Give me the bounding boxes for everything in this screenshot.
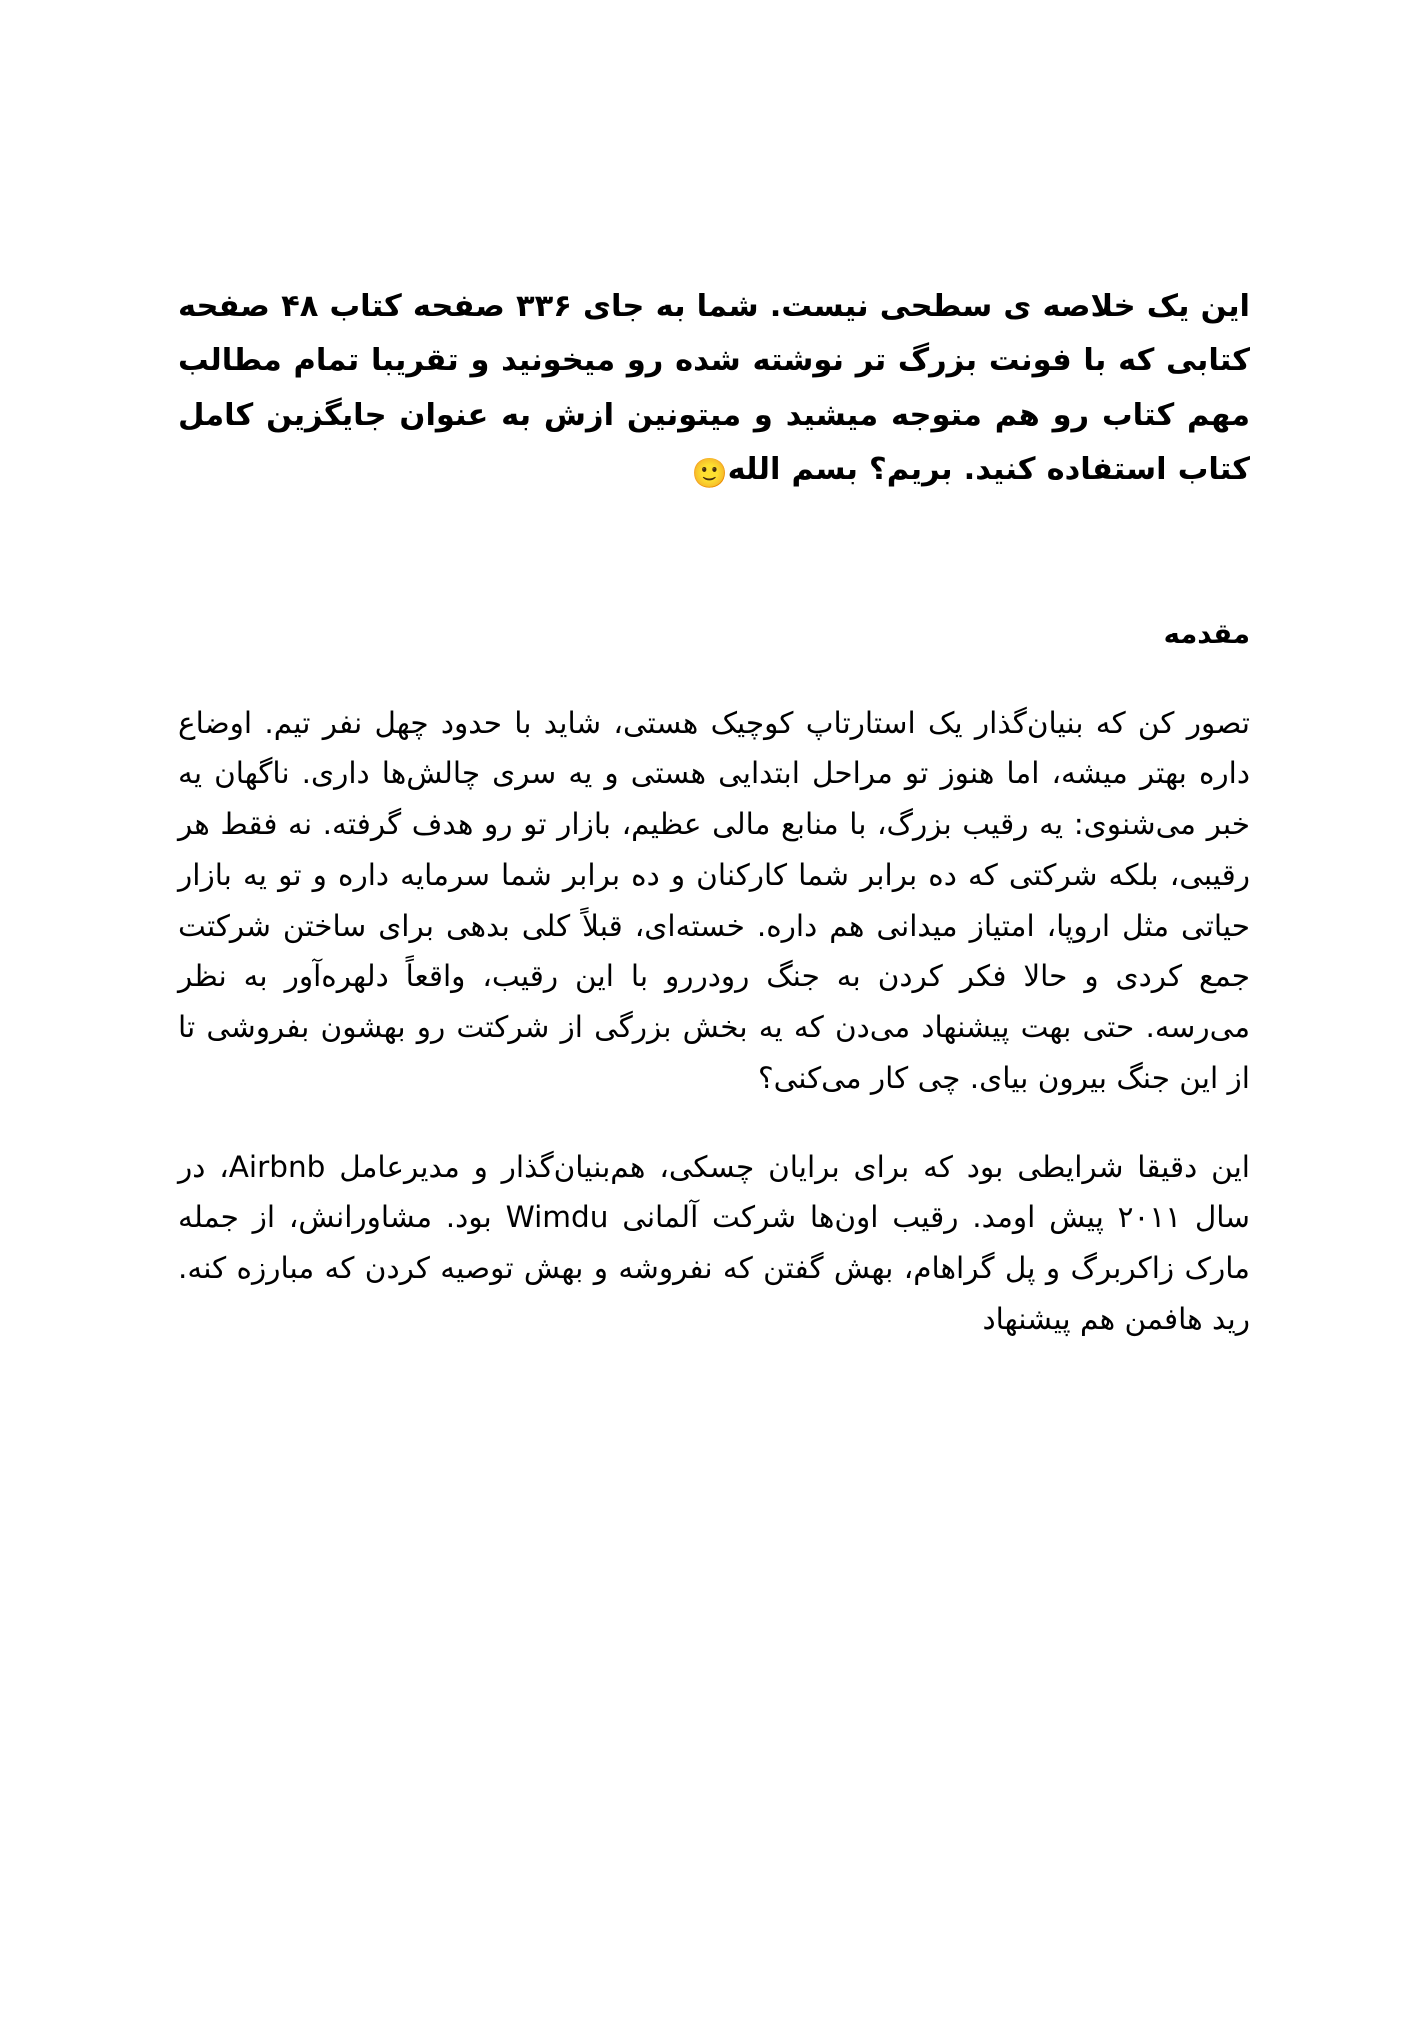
body-paragraph-2: این دقیقا شرایطی بود که برای برایان چسکی، هم‌بنیان‌گذار و مدیرعامل Airbnb، در سال ۲۰۱۱ پیش اومد. رقیب اون‌ها شرکت آلمانی Wimdu بود. مشاورانش، از جمله مارک زاکربرگ و پل گراهام، بهش گفتن که نفروشه و بهش توصیه کردن که مبارزه کنه. رید هافمن هم پیشنهاد bbox=[178, 1149, 1250, 1336]
intro-paragraph bbox=[178, 0, 1250, 497]
body-paragraph-1: تصور کن که بنیان‌گذار یک استارتاپ کوچیک هستی، شاید با حدود چهل نفر تیم. اوضاع داره بهتر میشه، اما هنوز تو مراحل ابتدایی هستی و یه سری چالش‌ها داری. ناگهان یه خبر می‌شنوی: یه رقیب بزرگ، با منابع مالی عظیم، بازار تو رو هدف گرفته. نه فقط هر رقیبی، بلکه شرکتی که ده برابر شما کارکنان و ده برابر شما سرمایه داره و تو یه بازار حیاتی مثل اروپا، امتیاز میدانی هم داره. خسته‌ای، قبلاً کلی بدهی برای ساختن شرکتت جمع کردی و حالا فکر کردن به جنگ رودررو با این رقیب، واقعاً دلهره‌آور به نظر می‌رسه. حتی بهت پیشنهاد می‌دن که یه بخش بزرگی از شرکتت رو بهشون بفروشی تا از این جنگ بیرون بیای. چی کار می‌کنی؟ bbox=[178, 705, 1250, 1095]
section-heading-introduction: مقدمه bbox=[1163, 618, 1250, 651]
slightly-smiling-face-emoji: 🙂 bbox=[691, 455, 728, 490]
page-content bbox=[178, 0, 1250, 1344]
intro-text: این یک خلاصه ی سطحی نیست. شما به جای ۳۳۶ صفحه کتاب ۴۸ صفحه کتابی که با فونت بزرگ تر نوشته شده رو میخونید و تقریبا تمام مطالب مهم کتاب رو هم متوجه میشید و میتونین ازش به عنوان جایگزین کامل کتاب استفاده کنید. بریم؟ بسم الله bbox=[178, 289, 1251, 487]
